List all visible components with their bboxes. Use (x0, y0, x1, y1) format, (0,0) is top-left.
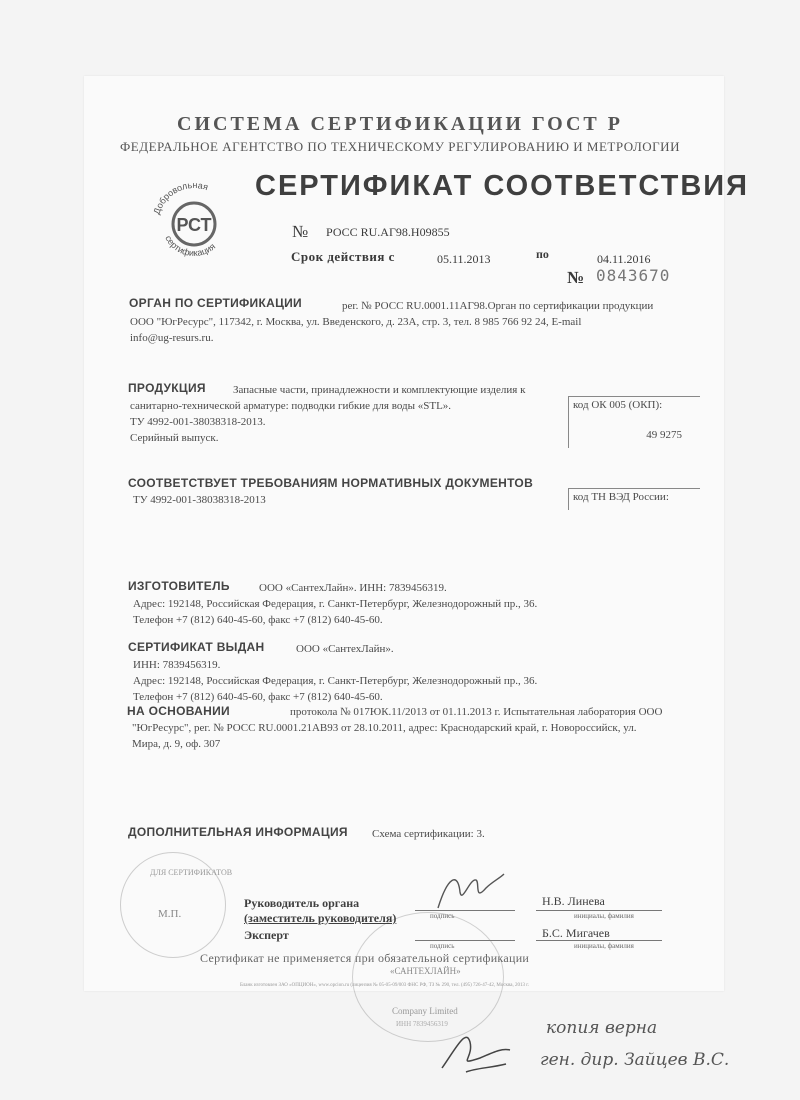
okp-label: код ОК 005 (ОКП): (573, 399, 663, 411)
certificate-title: СЕРТИФИКАТ СООТВЕТСТВИЯ (255, 170, 749, 202)
valid-to-date: 04.11.2016 (597, 252, 651, 266)
handwritten-director-note: ген. дир. Зайцев В.С. (540, 1050, 730, 1070)
product-line: ТУ 4992-001-38038318-2013. (130, 416, 266, 428)
expert-name-line (536, 940, 662, 941)
blank-number-label: № (567, 268, 585, 287)
manufacturer-line: Телефон +7 (812) 640-45-60, факс +7 (812) 640-45-60. (133, 614, 383, 626)
expert-label: Эксперт (244, 928, 289, 942)
issued-label: СЕРТИФИКАТ ВЫДАН (128, 640, 265, 654)
tnved-label: код ТН ВЭД России: (573, 491, 669, 503)
valid-to-label: по (536, 247, 549, 261)
basis-label: НА ОСНОВАНИИ (127, 704, 230, 718)
okp-value: 49 9275 (646, 429, 682, 441)
issued-line: ООО «СантехЛайн». (296, 643, 394, 655)
organ-line: info@ug-resurs.ru. (130, 332, 214, 344)
organ-line: ООО "ЮгРесурс", 117342, г. Москва, ул. Введенского, д. 23А, стр. 3, тел. 8 985 766 92 24, E-mail (130, 316, 582, 328)
manufacturer-label: ИЗГОТОВИТЕЛЬ (128, 579, 230, 593)
number-label: № (292, 222, 309, 241)
svg-text:Добровольная (151, 180, 209, 216)
organ-label: ОРГАН ПО СЕРТИФИКАЦИИ (129, 296, 302, 310)
deputy-label: (заместитель руководителя) (244, 911, 397, 925)
rst-logo (148, 178, 240, 258)
okp-code-box (568, 396, 700, 448)
basis-line: "ЮгРесурс", рег. № РОСС RU.0001.21АВ93 от 28.10.2011, адрес: Краснодарский край, г. Новороссийск, ул. (132, 722, 637, 734)
head-name-line (536, 910, 662, 911)
basis-line: протокола № 017ЮК.11/2013 от 01.11.2013 г. Испытательная лаборатория ООО (290, 706, 663, 718)
manufacturer-line: Адрес: 192148, Российская Федерация, г. Санкт-Петербург, Железнодорожный пр., 36. (133, 598, 538, 610)
blank-number: 0843670 (596, 266, 671, 285)
director-signature (436, 1018, 516, 1078)
expert-name: Б.С. Мигачев (542, 926, 610, 940)
company-stamp-inn: ИНН 7839456319 (396, 1020, 448, 1028)
footer-small-print: Бланк изготовлен ЗАО «ОПЦИОН», www.opcion.ru (лицензия № 05-05-09/003 ФНС РФ, ТЗ № 290, тел. (495) 726-47-42, Москва, 2013 г. (240, 983, 529, 988)
basis-line: Мира, д. 9, оф. 307 (132, 738, 221, 750)
certification-system-title: СИСТЕМА СЕРТИФИКАЦИИ ГОСТ Р (177, 113, 623, 135)
head-name: Н.В. Линева (542, 894, 605, 908)
handwritten-copy-note: копия верна (546, 1018, 658, 1038)
company-stamp-name: «САНТЕХЛАЙН» (390, 966, 461, 976)
issued-line: Адрес: 192148, Российская Федерация, г. Санкт-Петербург, Железнодорожный пр., 36. (133, 675, 538, 687)
manufacturer-line: ООО «СантехЛайн». ИНН: 7839456319. (259, 582, 447, 594)
valid-from-date: 05.11.2013 (437, 252, 491, 266)
logo-bottom-text: сертификация (163, 233, 218, 258)
certification-scheme: Схема сертификации: 3. (372, 828, 485, 840)
company-stamp-limited: Company Limited (392, 1006, 458, 1016)
seal-stamp-text: ДЛЯ СЕРТИФИКАТОВ (150, 868, 233, 877)
signature-caption: подпись (430, 912, 455, 920)
initials-caption: инициалы, фамилия (574, 912, 634, 920)
product-label: ПРОДУКЦИЯ (128, 381, 206, 395)
head-label: Руководитель органа (244, 896, 360, 910)
product-line: санитарно-технической арматуре: подводки гибкие для воды «STL». (130, 400, 452, 412)
footer-note: Сертификат не применяется при обязательной сертификации (200, 951, 530, 965)
signature-caption: подпись (430, 942, 455, 950)
product-line: Серийный выпуск. (130, 432, 219, 444)
expert-signature-line (415, 940, 515, 941)
product-line: Запасные части, принадлежности и комплектующие изделия к (233, 384, 526, 396)
conformity-label: СООТВЕТСТВУЕТ ТРЕБОВАНИЯМ НОРМАТИВНЫХ ДОКУМЕНТОВ (128, 476, 534, 490)
issued-line: ИНН: 7839456319. (133, 659, 221, 671)
head-signature (430, 868, 510, 916)
logo-mark: РСТ (176, 215, 212, 235)
conformity-standard: ТУ 4992-001-38038318-2013 (133, 494, 266, 506)
agency-name: ФЕДЕРАЛЬНОЕ АГЕНТСТВО ПО ТЕХНИЧЕСКОМУ РЕГУЛИРОВАНИЮ И МЕТРОЛОГИИ (120, 139, 680, 154)
initials-caption: инициалы, фамилия (574, 942, 634, 950)
additional-info-label: ДОПОЛНИТЕЛЬНАЯ ИНФОРМАЦИЯ (128, 825, 348, 839)
certificate-number: РОСС RU.АГ98.Н09855 (326, 225, 450, 239)
organ-line: рег. № РОСС RU.0001.11АГ98.Орган по сертификации продукции (342, 300, 654, 312)
issued-line: Телефон +7 (812) 640-45-60, факс +7 (812) 640-45-60. (133, 691, 383, 703)
validity-label: Срок действия с (291, 249, 395, 264)
seal-mp: М.П. (158, 908, 182, 920)
logo-top-text: Добровольная (151, 179, 210, 216)
tnved-code-box (568, 488, 700, 510)
